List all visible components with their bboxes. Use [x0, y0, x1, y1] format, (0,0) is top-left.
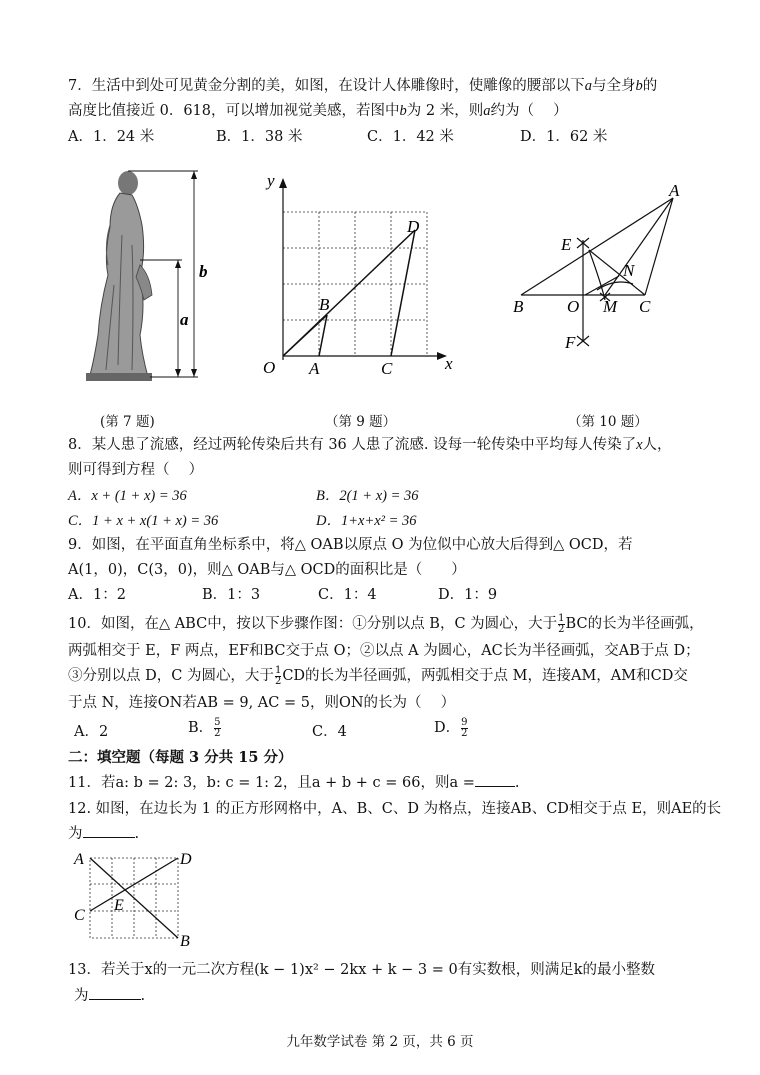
q7-option-c: C．1．42 米: [367, 129, 454, 145]
q10-line4: 于点 N，连接ON若AB = 9, AC = 5，则ON的长为（ ）: [68, 695, 456, 711]
q10-option-a: A．2: [74, 724, 109, 740]
q7-line1: 7．生活中到处可见黄金分割的美，如图，在设计人体雕像时，使雕像的腰部以下a与全身b的: [68, 78, 658, 94]
fig10-label-b: B: [513, 297, 524, 316]
fig10-label-c: C: [639, 297, 651, 316]
fig10-caption: （第 10 题）: [568, 414, 648, 430]
figure-10-triangle: [505, 178, 705, 358]
q8-option-b: B．2(1 + x) = 36: [316, 488, 419, 504]
fig9-label-b: B: [319, 295, 330, 314]
q8-option-c: C．1 + x + x(1 + x) = 36: [68, 513, 219, 529]
q9-option-b: B．1：3: [202, 587, 261, 603]
q10-option-b: B． $\frac{5}{2}$: [188, 716, 221, 739]
q7-option-b: B．1．38 米: [216, 129, 303, 145]
fig10-label-f: F: [565, 333, 576, 352]
q9-line1: 9．如图，在平面直角坐标系中，将△ OAB以原点 O 为位似中心放大后得到△ OCD，若: [68, 537, 633, 553]
q10-line2: 两弧相交于 E，F 两点，EF和BC交于点 O；②以点 A 为圆心，AC长为半径画弧，交AB于点 D；: [68, 643, 700, 659]
fig7-label-a: a: [180, 310, 189, 329]
q7-line2: 高度比值接近 0．618，可以增加视觉美感，若图中b为 2 米，则a约为（ ）: [68, 103, 568, 119]
q9-line2: A(1，0)，C(3，0)，则△ OAB与△ OCD的面积比是（ ）: [68, 562, 466, 578]
q11-line: 11．若a: b = 2: 3，b: c = 1: 2，且a + b + c = 66，则a = .: [68, 771, 520, 792]
fig12-label-d: D: [180, 851, 192, 868]
section-2-title: 二：填空题（每题 3 分共 15 分）: [68, 749, 293, 766]
q9-option-c: C．1：4: [318, 587, 377, 603]
q7-option-a: A．1．24 米: [68, 129, 155, 145]
q11-answer-blank[interactable]: [475, 772, 515, 787]
fig10-label-o: O: [567, 297, 580, 316]
fig9-label-c: C: [381, 359, 393, 378]
q9-option-a: A．1：2: [68, 587, 126, 603]
q10-line3: ③分别以点 D，C 为圆心，大于 $\frac{1}{2}$ CD的长为半径画弧，两弧相交于点 M，连接AM，AM和CD交: [68, 664, 688, 687]
fig9-label-y: y: [267, 171, 275, 190]
q12-line1: 12. 如图，在边长为 1 的正方形网格中，A、B、C、D 为格点，连接AB、CD相交于点 E，则AE的长: [68, 801, 722, 817]
q10-option-d: D． $\frac{9}{2}$: [434, 716, 468, 739]
fig12-label-b: B: [180, 933, 190, 948]
q9-option-d: D．1：9: [438, 587, 498, 603]
q13-line2: 为 .: [74, 984, 145, 1005]
fig10-label-m: M: [603, 297, 618, 316]
q8-line2: 则可得到方程（ ）: [68, 462, 204, 478]
fig10-label-a: A: [669, 181, 680, 200]
page-footer: 九年数学试卷 第 2 页，共 6 页: [286, 1034, 474, 1050]
fig12-label-a: A: [74, 851, 84, 868]
q8-option-d: D．1+x+x² = 36: [316, 513, 417, 529]
q13-line1: 13．若关于x的一元二次方程(k − 1)x² − 2kx + k − 3 = 0有实数根，则满足k的最小整数: [68, 962, 655, 978]
figure-9-grid: [255, 170, 460, 380]
q10-line1: 10．如图，在△ ABC中，按以下步骤作图：①分别以点 B，C 为圆心，大于 $\frac{1}{2}$ BC的长为半径画弧，: [68, 612, 704, 635]
fig10-label-n: N: [623, 261, 635, 280]
q12-line2: 为 .: [68, 822, 139, 843]
q12-answer-blank[interactable]: [83, 823, 135, 838]
fig9-label-x: x: [445, 354, 453, 373]
fig9-label-d: D: [407, 217, 420, 236]
statue-silhouette: [86, 171, 152, 381]
q8-line1: 8．某人患了流感，经过两轮传染后共有 36 人患了流感. 设每一轮传染中平均每人传染了x人，: [68, 437, 672, 453]
fig9-label-o: O: [263, 358, 276, 377]
fig7-caption: (第 7 题): [100, 414, 155, 430]
figure-12-grid: [70, 848, 200, 948]
q8-option-a: A．x + (1 + x) = 36: [68, 488, 187, 504]
fig9-label-a: A: [309, 359, 320, 378]
q7-option-d: D．1．62 米: [520, 129, 608, 145]
figure-7-statue: [80, 165, 220, 390]
q13-answer-blank[interactable]: [89, 985, 141, 1000]
fig9-caption: （第 9 题）: [325, 414, 397, 430]
fig10-label-e: E: [561, 235, 572, 254]
fig7-label-b: b: [199, 262, 208, 281]
fig12-label-c: C: [74, 907, 85, 924]
q10-option-c: C．4: [312, 724, 347, 740]
fig12-label-e: E: [114, 897, 124, 914]
